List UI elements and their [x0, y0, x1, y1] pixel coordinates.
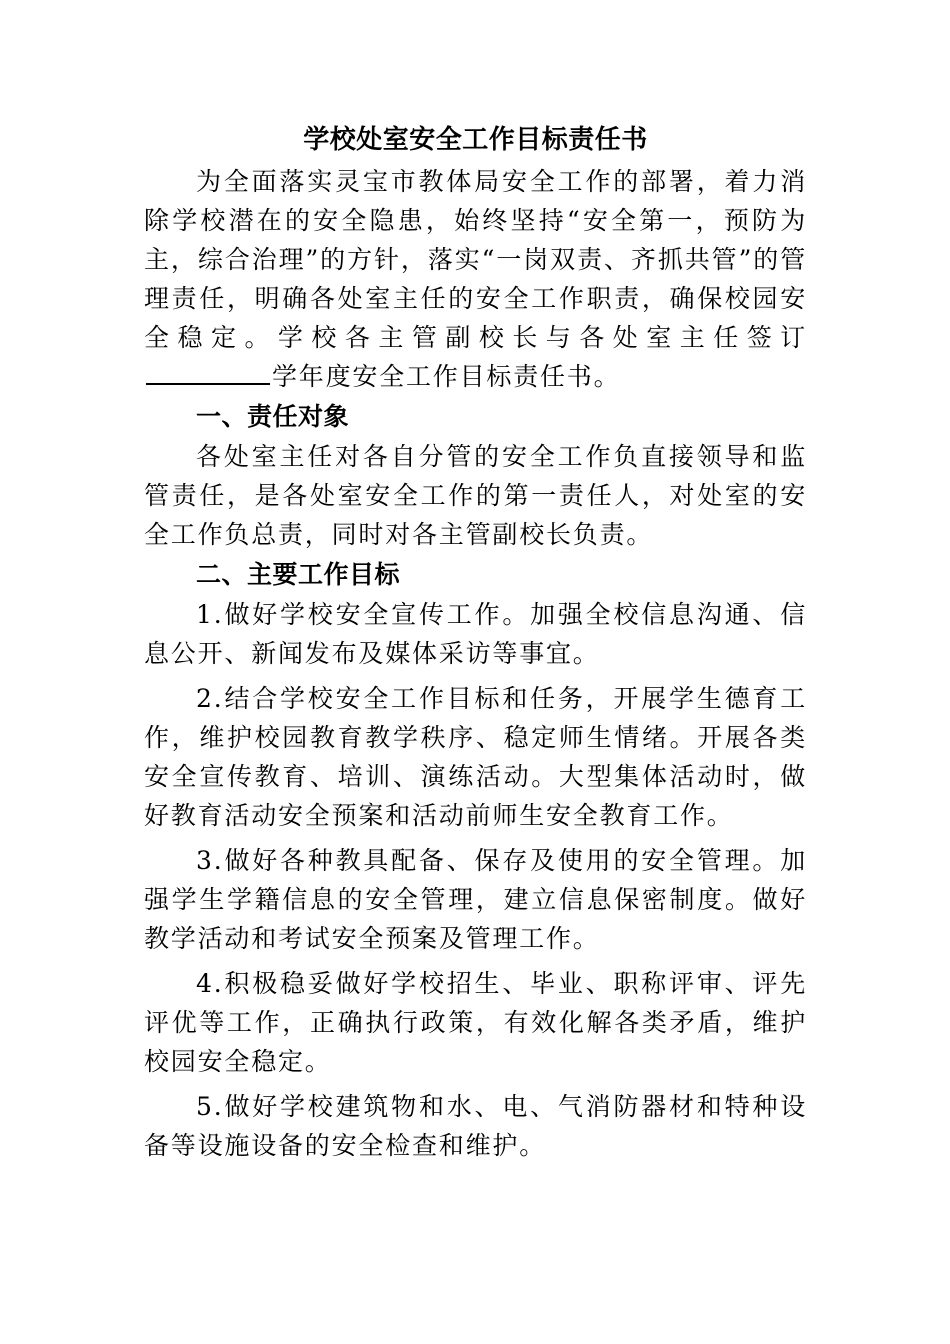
intro-text-after-blank: 学年度安全工作目标责任书。: [272, 362, 621, 391]
intro-paragraph: [144, 162, 807, 396]
goal-item-2: 2.结合学校安全工作目标和任务，开展学生德育工作，维护校园教育教学秩序、稳定师生情绪。开展各类安全宣传教育、培训、演练活动。大型集体活动时，做好教育活动安全预案和活动前师生安全教育工作。: [144, 684, 807, 830]
responsibility-paragraph: 各处室主任对各自分管的安全工作负直接领导和监管责任，是各处室安全工作的第一责任人，对处室的安全工作负总责，同时对各主管副校长负责。: [144, 442, 807, 549]
goal-item-4: 4.积极稳妥做好学校招生、毕业、职称评审、评先评优等工作，正确执行政策，有效化解各类矛盾，维护校园安全稳定。: [144, 969, 807, 1076]
section-heading-goals: 二、主要工作目标: [196, 560, 401, 589]
section-heading-responsibility: 一、责任对象: [196, 402, 350, 431]
goal-item-3: 3.做好各种教具配备、保存及使用的安全管理。加强学生学籍信息的安全管理，建立信息保密制度。做好教学活动和考试安全预案及管理工作。: [144, 846, 807, 953]
intro-text-before-blank: 为全面落实灵宝市教体局安全工作的部署，着力消除学校潜在的安全隐患，始终坚持“安全第一，预防为主，综合治理”的方针，落实“一岗双责、齐抓共管”的管理责任，明确各处室主任的安全工作职责，确保校园安全稳定。学校各主管副校长与各处室主任签订: [144, 167, 807, 352]
goal-item-5: 5.做好学校建筑物和水、电、气消防器材和特种设备等设施设备的安全检查和维护。: [144, 1092, 807, 1160]
school-year-blank: [146, 361, 270, 385]
document-title: 学校处室安全工作目标责任书: [303, 125, 648, 155]
document-body: [144, 120, 807, 1171]
goal-item-1: 1.做好学校安全宣传工作。加强全校信息沟通、信息公开、新闻发布及媒体采访等事宜。: [144, 600, 807, 668]
